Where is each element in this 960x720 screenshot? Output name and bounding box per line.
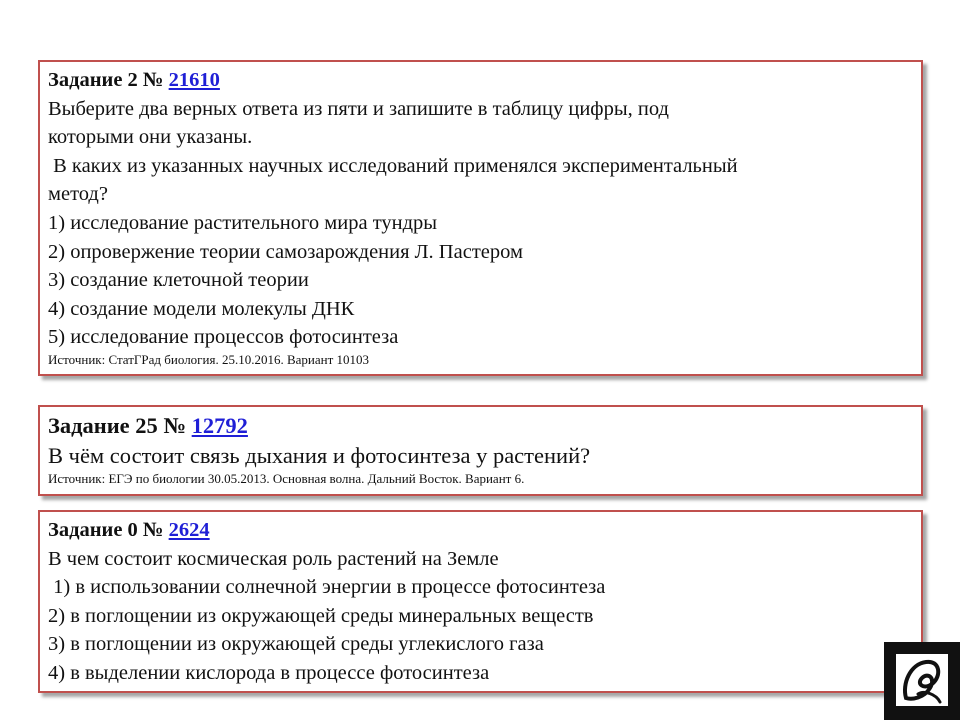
task-number-link[interactable]: 12792: [191, 413, 248, 438]
emblem-glyph-icon: [896, 654, 948, 706]
task-header: [48, 516, 913, 545]
task-card-3: [38, 510, 923, 693]
task-source: Источник: СтатГРад биология. 25.10.2016. Вариант 10103: [48, 351, 370, 367]
task-question-line: метод?: [48, 183, 108, 206]
answer-option: 3) создание клеточной теории: [48, 269, 309, 292]
answer-option: 4) в выделении кислорода в процессе фотосинтеза: [48, 661, 490, 684]
task-source: Источник: ЕГЭ по биологии 30.05.2013. Основная волна. Дальний Восток. Вариант 6.: [48, 471, 525, 486]
task-title: Задание 2 №: [48, 69, 164, 91]
task-title: Задание 25 №: [48, 413, 187, 438]
task-question-line: В каких из указанных научных исследований применялся экспериментальный: [48, 154, 738, 177]
answer-option: 2) опровержение теории самозарождения Л. Пастером: [48, 240, 523, 263]
task-question-line: В чём состоит связь дыхания и фотосинтеза у растений?: [48, 443, 591, 468]
task-card-2: [38, 405, 923, 496]
task-question-line: В чем состоит космическая роль растений на Земле: [48, 547, 499, 570]
task-text-line: которыми они указаны.: [48, 126, 253, 149]
answer-option: 1) в использовании солнечной энергии в процессе фотосинтеза: [48, 576, 606, 599]
task-header: [48, 66, 913, 95]
emblem-inner: [896, 654, 948, 706]
task-header: [48, 411, 913, 441]
answer-option: 5) исследование процессов фотосинтеза: [48, 326, 399, 349]
task-title: Задание 0 №: [48, 519, 164, 541]
answer-option: 2) в поглощении из окружающей среды минеральных веществ: [48, 604, 594, 627]
answer-option: 4) создание модели молекулы ДНК: [48, 297, 355, 320]
slide-corner-emblem-icon: [884, 642, 960, 720]
task-number-link[interactable]: 21610: [168, 69, 220, 91]
task-card-1: [38, 60, 923, 376]
task-text-line: Выберите два верных ответа из пяти и запишите в таблицу цифры, под: [48, 97, 669, 120]
task-number-link[interactable]: 2624: [168, 519, 210, 541]
answer-option: 1) исследование растительного мира тундры: [48, 211, 438, 234]
answer-option: 3) в поглощении из окружающей среды углекислого газа: [48, 633, 544, 656]
